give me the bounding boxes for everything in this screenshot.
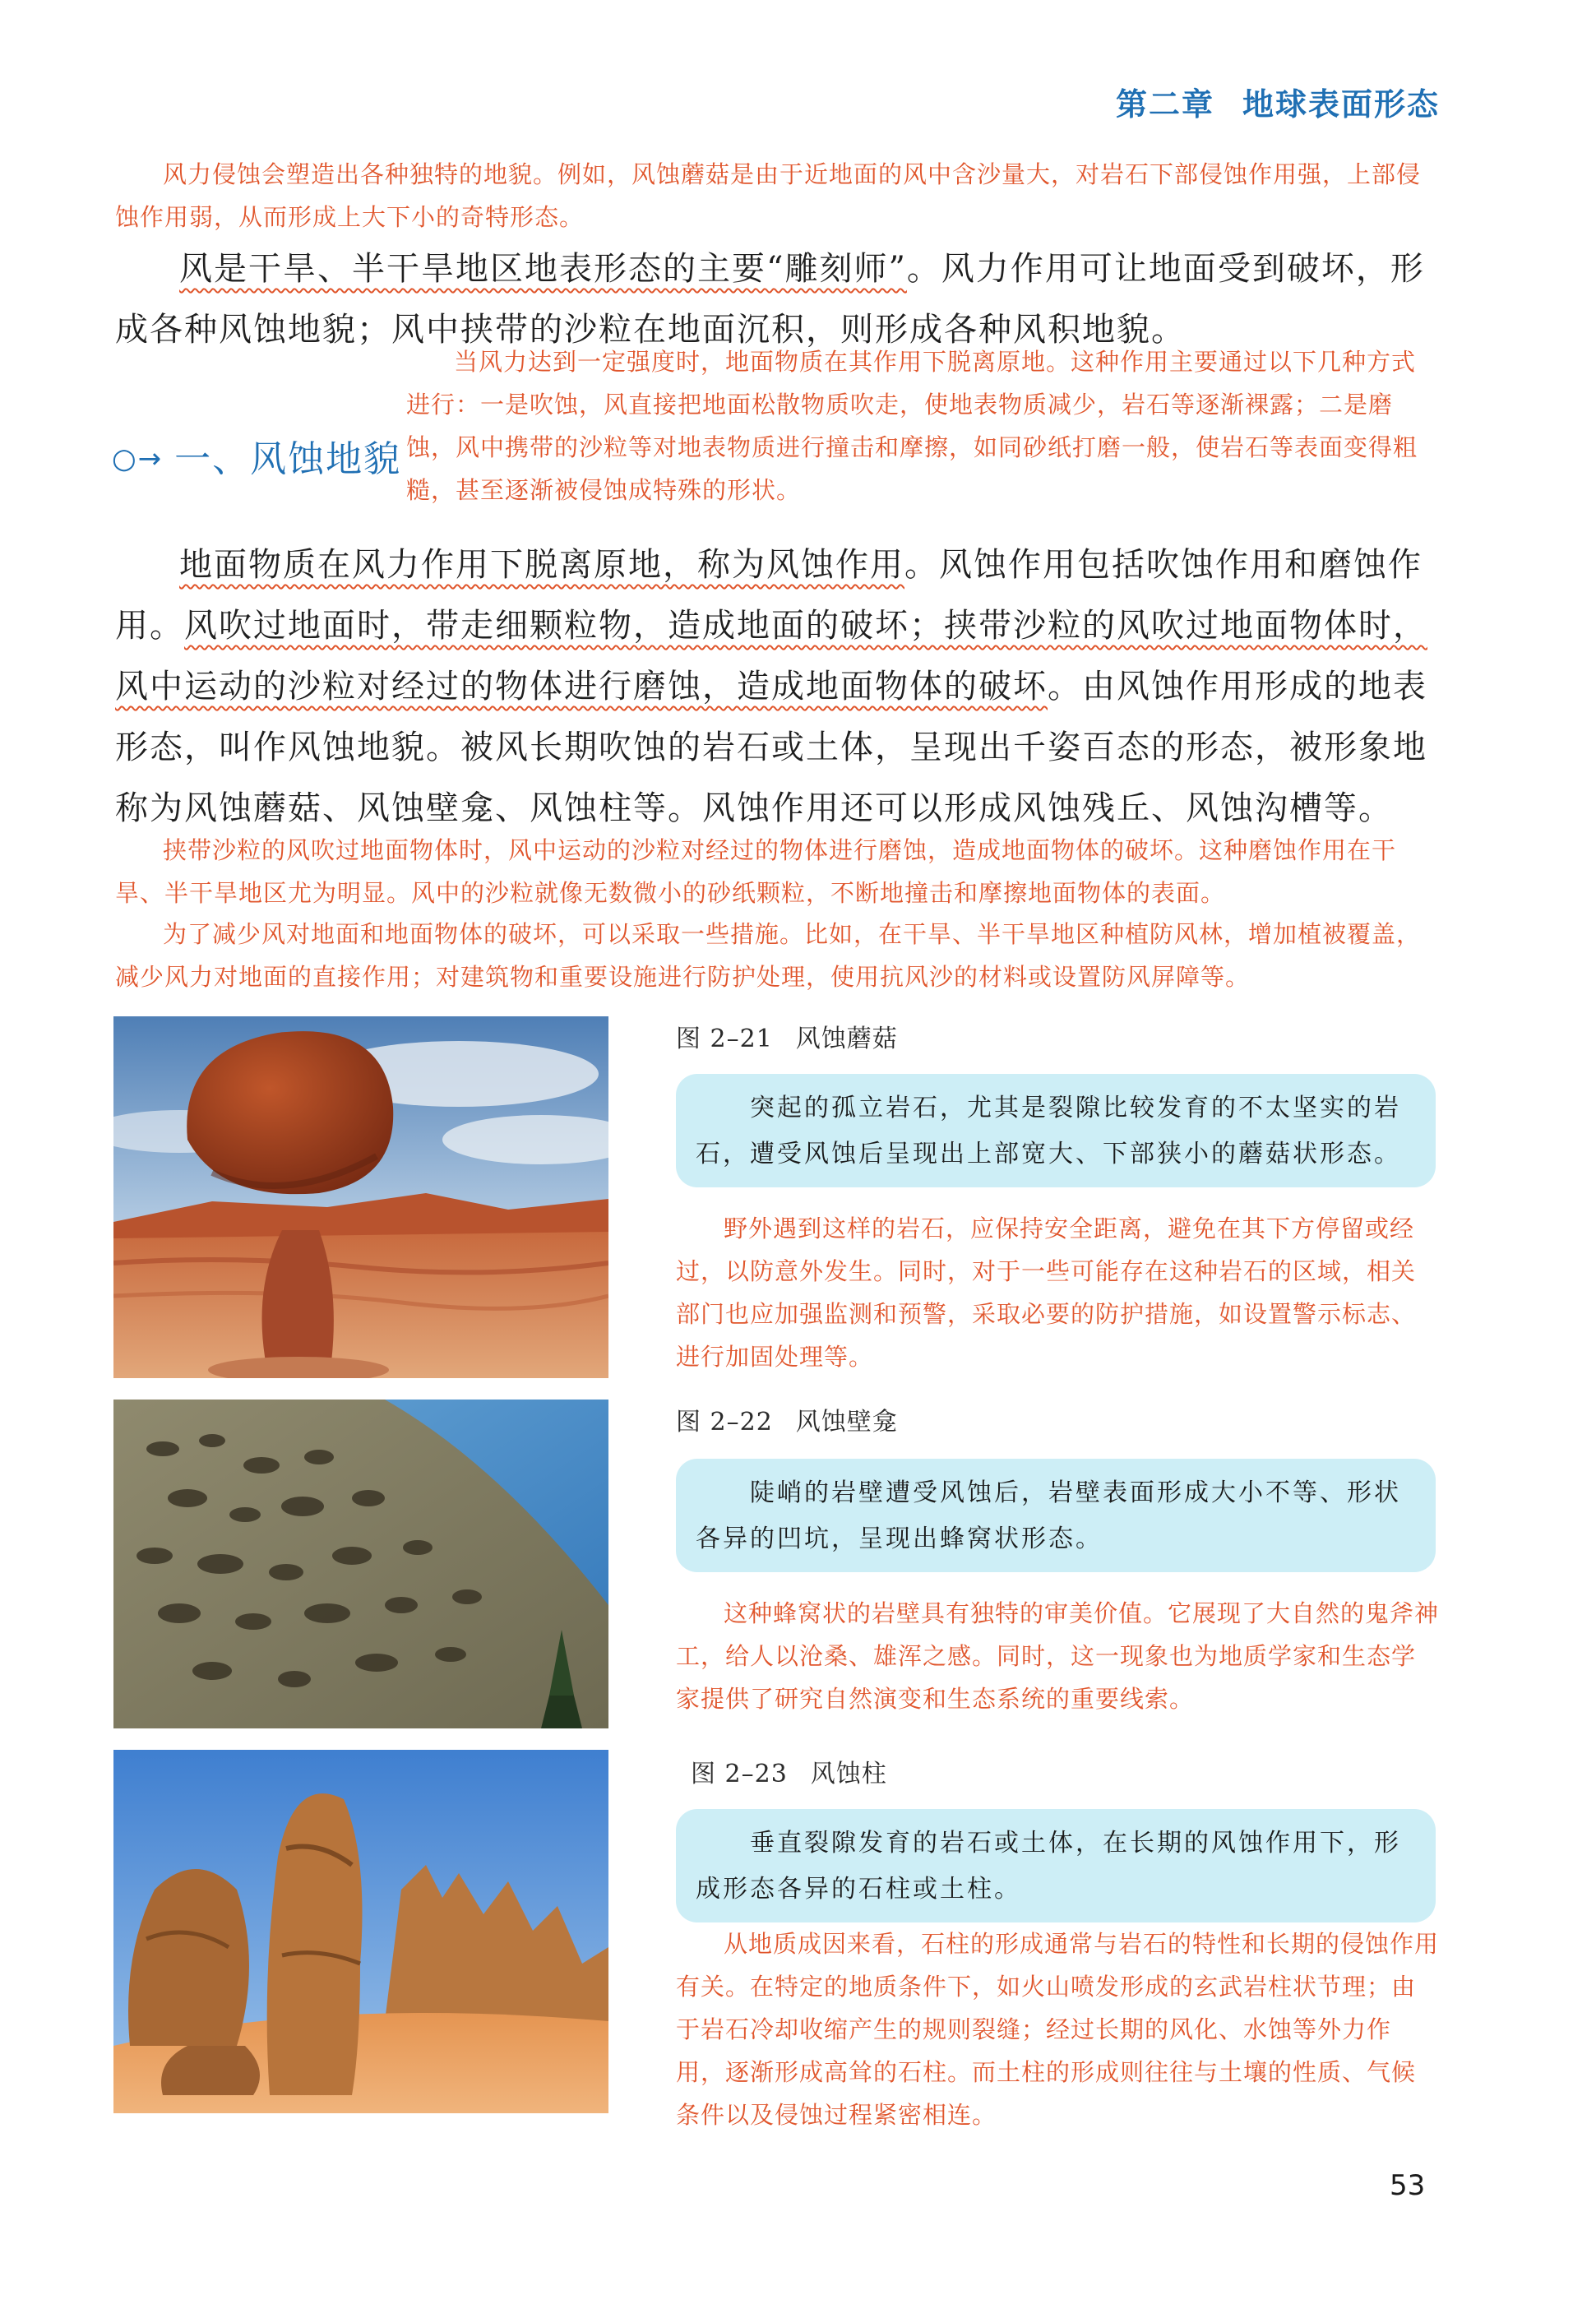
figure-title: 风蚀柱 [810,1760,887,1788]
annotation-text: 风力侵蚀会塑造出各种独特的地貌。例如，风蚀蘑菇是由于近地面的风中含沙量大，对岩石下部侵蚀作用强，上部侵蚀作用弱，从而形成上大下小的奇特形态。 [115,160,1422,231]
definition-sentence: 地面物质在风力作用下脱离原地，称为风蚀作用 [179,546,904,584]
chapter-number: 第二章 [1115,86,1214,123]
key-sentence: 风吹过地面时，带走细颗粒物，造成地面的破坏；挟带沙粒的风吹过地面物体时，风中运动的沙粒对经过的物体进行磨蚀，造成地面物体的破坏 [115,607,1427,706]
intro-rest: 。风力作用可让地面受到破坏，形成各种风蚀地貌；风中挟带的沙粒在地面沉积，则形成各种风积地貌。 [115,250,1425,349]
annotation-note-1 [115,153,1439,238]
annotation-note-2 [115,829,1439,914]
section-title-text: 一、风蚀地貌 [174,438,402,480]
callout-box-2-21 [676,1074,1436,1187]
annotation-text: 野外遇到这样的岩石，应保持安全距离，避免在其下方停留或经过，以防意外发生。同时，对于一些可能存在这种岩石的区域，相关部门也应加强监测和预警，采取必要的防护措施，如设置警示标志、进行加固处理等。 [676,1215,1417,1371]
figure-title: 风蚀蘑菇 [795,1025,898,1053]
body-text: 。风蚀作用包括吹蚀作用和磨蚀作用。 [115,546,1423,645]
figure-title: 风蚀壁龛 [795,1408,898,1437]
figure-note-2-22 [676,1592,1439,1720]
body-text: 。由风蚀作用形成的地表形态，叫作风蚀地貌。被风长期吹蚀的岩石或土体，呈现出千姿百态的形态，被形象地称为风蚀蘑菇、风蚀壁龛、风蚀柱等。风蚀作用还可以形成风蚀残丘、风蚀沟槽等。 [115,668,1427,827]
annotation-note-3 [115,913,1439,998]
section-annotation [406,340,1439,511]
annotation-text: 这种蜂窝状的岩壁具有独特的审美价值。它展现了大自然的鬼斧神工，给人以沧桑、雄浑之感。同时，这一现象也为地质学家和生态学家提供了研究自然演变和生态系统的重要线索。 [676,1599,1440,1713]
mushroom-rock-photo [113,1016,608,1378]
figure-label: 图 2–23 [691,1760,788,1788]
figure-caption-2-21 [676,1018,898,1054]
intro-key-sentence: 风是干旱、半干旱地区地表形态的主要“雕刻师” [179,250,907,288]
figure-label: 图 2–21 [676,1025,773,1053]
callout-text: 垂直裂隙发育的岩石或土体，在长期的风蚀作用下，形成形态各异的石柱或土柱。 [696,1829,1401,1904]
main-paragraph [115,534,1439,839]
honeycomb-cliff-photo [113,1400,608,1728]
section-annotation-text: 当风力达到一定强度时，地面物质在其作用下脱离原地。这种作用主要通过以下几种方式进行：一是吹蚀，风直接把地面松散物质吹走，使地表物质减少，岩石等逐渐裸露；二是磨蚀，风中携带的沙粒等对地表物质进行撞击和摩擦，如同砂纸打磨一般，使岩石等表面变得粗糙，甚至逐渐被侵蚀成特殊的形状。 [406,348,1418,504]
annotation-text: 从地质成因来看，石柱的形成通常与岩石的特性和长期的侵蚀作用有关。在特定的地质条件下，如火山喷发形成的玄武岩柱状节理；由于岩石冷却收缩产生的规则裂缝；经过长期的风化、水蚀等外力作用，逐渐形成高耸的石柱。而土柱的形成则往往与土壤的性质、气候条件以及侵蚀过程紧密相连。 [676,1930,1440,2129]
figure-caption-2-23 [691,1753,887,1789]
figure-label: 图 2–22 [676,1408,773,1437]
rock-pillars-photo [113,1750,608,2113]
annotation-text: 挟带沙粒的风吹过地面物体时，风中运动的沙粒对经过的物体进行磨蚀，造成地面物体的破坏。这种磨蚀作用在干旱、半干旱地区尤为明显。风中的沙粒就像无数微小的砂纸颗粒，不断地撞击和摩擦地面物体的表面。 [115,836,1397,907]
callout-box-2-23 [676,1809,1436,1922]
section-title [112,429,401,482]
figure-caption-2-22 [676,1401,898,1437]
circle-arrow-icon: ○→ [112,442,164,475]
chapter-header [1116,79,1440,124]
callout-box-2-22 [676,1459,1436,1572]
callout-text: 陡峭的岩壁遭受风蚀后，岩壁表面形成大小不等、形状各异的凹坑，呈现出蜂窝状形态。 [696,1478,1401,1553]
chapter-title: 地球表面形态 [1242,86,1440,123]
page-number: 53 [1390,2169,1426,2202]
figure-note-2-23 [676,1922,1439,2136]
annotation-text: 为了减少风对地面和地面物体的破坏，可以采取一些措施。比如，在干旱、半干旱地区种植防风林，增加植被覆盖，减少风力对地面的直接作用；对建筑物和重要设施进行防护处理，使用抗风沙的材料或设置防风屏障等。 [115,920,1422,991]
figure-note-2-21 [676,1207,1439,1378]
callout-text: 突起的孤立岩石，尤其是裂隙比较发育的不太坚实的岩石，遭受风蚀后呈现出上部宽大、下部狭小的蘑菇状形态。 [696,1094,1401,1168]
